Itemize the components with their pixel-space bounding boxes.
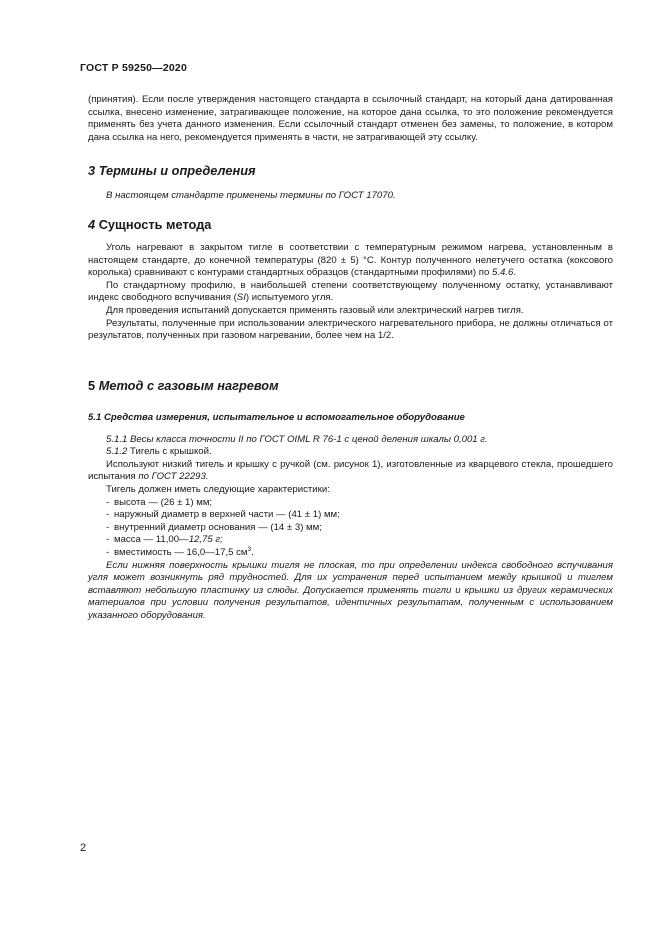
item-5-1-1-text: Весы класса точности II по ГОСТ OIML R 76-1 с ценой деления шкалы 0,001 г. — [130, 433, 488, 445]
section-4-paragraph-3: Для проведения испытаний допускается применять газовый или электрический нагрев тигля. — [106, 304, 524, 316]
list-item-text: высота — (26 ± 1) мм; — [114, 496, 213, 508]
intro-block — [88, 94, 613, 144]
list-item: - внутренний диаметр основания — (14 ± 3) мм; — [106, 521, 322, 533]
section-3-number: 3 — [88, 163, 96, 178]
section-4-p2-text-a: По стандартному профилю, в наибольшей степени соответствующему полученному остатку, устанавливают индекс свободного вспучивания ( — [88, 279, 613, 304]
section-4-p2-text-b: ) испытуемого угля. — [245, 292, 334, 304]
list-item: - масса — 11,00—12,75 г; — [106, 534, 223, 546]
mass-value: 12,75 г; — [188, 534, 223, 546]
section-5-title: Метод с газовым нагревом — [98, 378, 279, 393]
document-header: ГОСТ Р 59250—2020 — [80, 62, 188, 74]
section-4-p1-ref: 5.4.6 — [491, 267, 514, 279]
note-paragraph: Если нижняя поверхность крышки тигля не плоская, то при определении индекса свободного вспучивания угля может возникнуть ряд трудностей. Для их устранения перед испытанием между крышкой и тиглем вставляют небольшую пластинку из слюды. Допускается применять тигли и крышки из других керамических материалов при условии получения результатов, идентичных результатам, полученным с использованием указанного оборудования. — [88, 559, 613, 621]
section-4-paragraph-4: Результаты, полученные при использовании электрического нагревательного прибора, не должны отличаться от результатов, полученных при газовом нагревании, более чем на 1/2. — [88, 317, 613, 342]
section-5-heading — [88, 378, 613, 394]
characteristics-list — [88, 497, 613, 560]
section-3-text: В настоящем стандарте применены термины по ГОСТ 17070. — [106, 190, 396, 201]
section-3-heading — [88, 163, 613, 179]
volume-text: вместимость — 16,0—17,5 см — [114, 546, 248, 558]
item-5-1-1 — [88, 434, 613, 447]
list-item-text: внутренний диаметр основания — (14 ± 3) мм; — [114, 521, 322, 533]
list-item-volume — [106, 547, 254, 558]
section-4-p2-si: SI — [236, 292, 246, 304]
section-4-paragraph-2 — [88, 280, 613, 305]
section-4-paragraph-1 — [88, 242, 613, 280]
section-5-number: 5 — [88, 378, 96, 393]
volume-superscript: 3 — [247, 545, 252, 553]
crucible-usage-text: Используют низкий тигель и крышку с ручкой (см. рисунок 1), изготовленные из кварцевого стекла, прошедшего испытания — [88, 458, 613, 483]
intro-paragraph: (принятия). Если после утверждения настоящего стандарта в ссылочный стандарт, на который дана датированная ссылка, внесено изменение, затрагивающее положение, на которое дана ссылка, то это положение рекомендуется применять без учета данного изменения. Если ссылочный стандарт отменен без замены, то положение, в котором дана ссылка на него, рекомендуется применять в части, не затрагивающей эту ссылку. — [88, 94, 613, 143]
crucible-usage-paragraph — [88, 459, 613, 484]
section-4-title: Сущность метода — [98, 217, 212, 232]
item-5-1-2 — [88, 446, 613, 459]
volume-end: . — [251, 546, 254, 558]
section-4 — [88, 217, 613, 343]
list-item: - высота — (26 ± 1) мм; — [106, 496, 213, 508]
section-4-p1-end: . — [513, 267, 516, 279]
list-item: - вместимость — 16,0—17,5 $см^3$. — [106, 545, 254, 558]
mass-text: масса — 11,00— — [114, 534, 189, 546]
section-4-heading — [88, 217, 613, 233]
list-item: - наружный диаметр в верхней части — (41 ± 1) мм; — [106, 509, 340, 521]
crucible-usage-ref: по ГОСТ 22293. — [138, 471, 209, 483]
characteristics-intro: Тигель должен иметь следующие характеристики: — [106, 483, 330, 495]
list-item-mass — [106, 534, 223, 545]
item-5-1-2-text: Тигель с крышкой. — [130, 446, 212, 458]
list-item-text: наружный диаметр в верхней части — (41 ± 1) мм; — [114, 509, 340, 521]
section-3 — [88, 163, 613, 203]
section-4-number: 4 — [88, 217, 96, 232]
item-5-1-2-number: 5.1.2 — [106, 446, 128, 458]
section-4-p1-text: Уголь нагревают в закрытом тигле в соответствии с температурным режимом нагрева, установленным в настоящем стандарте, до конечной температуры (820 ± 5) °С. Контур полученного нелетучего остатка (коксового королька) сравнивают с контурами стандартных образцов (стандартными профилями) по — [88, 242, 613, 279]
section-5 — [88, 378, 613, 623]
item-5-1-1-number: 5.1.1 — [106, 433, 128, 445]
page-number: 2 — [80, 842, 87, 854]
section-3-title: Термины и определения — [98, 163, 256, 178]
subsection-5-1-heading: 5.1 Средства измерения, испытательное и вспомогательное оборудование — [88, 412, 465, 423]
